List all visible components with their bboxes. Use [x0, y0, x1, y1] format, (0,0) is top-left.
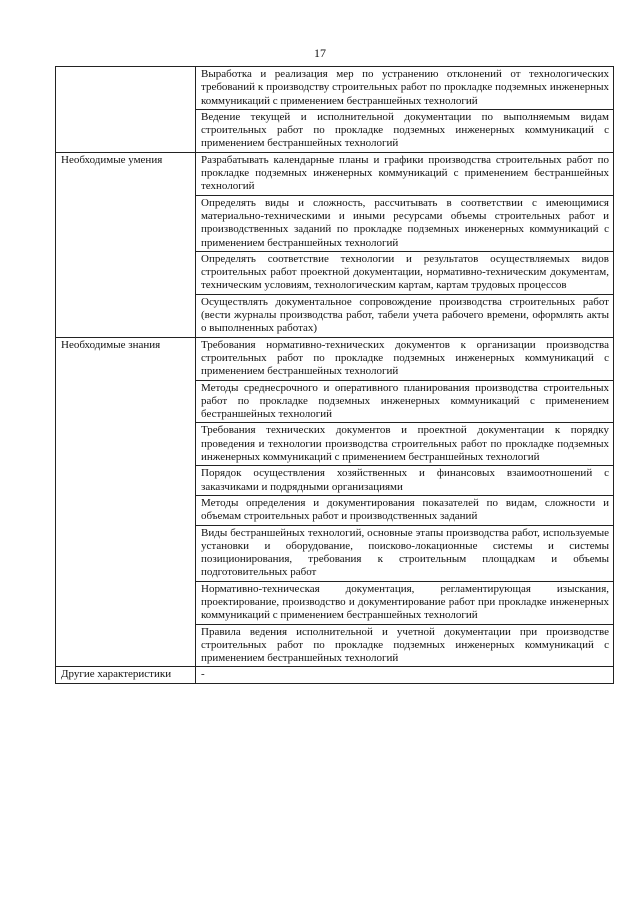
row-text: Методы среднесрочного и оперативного планирования производства строительных работ по прокладке подземных инженерных коммуникаций с применением бестраншейных технологий: [196, 380, 614, 423]
row-label-other: Другие характеристики: [61, 668, 172, 681]
row-text: Ведение текущей и исполнительной документации по выполняемым видам строительных работ по прокладке подземных инженерных коммуникаций с применением бестраншейных технологий: [196, 109, 614, 152]
row-label-cell: [56, 667, 196, 683]
row-text: Определять соответствие технологии и результатов осуществляемых видов строительных работ проектной документации, нормативно-техническим документам, техническим условиям, технологическим картам, картам трудовых процессов: [196, 251, 614, 294]
row-label-skills: Необходимые умения: [61, 153, 163, 166]
table-row: [56, 667, 614, 683]
row-text: Требования нормативно-технических документов к организации производства строительных работ по прокладке подземных инженерных коммуникаций с применением бестраншейных технологий: [196, 337, 614, 380]
table-row: [56, 337, 614, 380]
table-row: [56, 67, 614, 110]
row-text: -: [196, 667, 614, 683]
row-text: Нормативно-техническая документация, регламентирующая изыскания, проектирование, производство и документирование работ при прокладке инженерных коммуникаций с применением бестраншейных технологий: [196, 581, 614, 624]
row-text: Порядок осуществления хозяйственных и финансовых взаимоотношений с заказчиками и подрядными организациями: [196, 466, 614, 496]
row-label-cell: [56, 67, 196, 153]
page-number: 17: [314, 46, 326, 60]
row-text: Осуществлять документальное сопровождение производства строительных работ (вести журналы производства работ, табели учета рабочего времени, оформлять акты о выполненных работах): [196, 294, 614, 337]
row-label-cell: [56, 152, 196, 337]
table-row: [56, 152, 614, 195]
row-text: Правила ведения исполнительной и учетной документации при производстве строительных работ по прокладке подземных инженерных коммуникаций с применением бестраншейных технологий: [196, 624, 614, 667]
row-text: Методы определения и документирования показателей по видам, сложности и объемам строительных работ и производственных заданий: [196, 495, 614, 525]
row-text: Разрабатывать календарные планы и графики производства строительных работ по прокладке подземных инженерных коммуникаций с применением бестраншейных технологий: [196, 152, 614, 195]
row-text: Требования технических документов и проектной документации к порядку проведения и технологии производства строительных работ по прокладке подземных инженерных коммуникаций с применением бестраншейных технологий: [196, 423, 614, 466]
qualification-table: [55, 66, 614, 684]
row-text: Выработка и реализация мер по устранению отклонений от технологических требований к производству строительных работ по прокладке подземных инженерных коммуникаций с применением бестраншейных технологий: [196, 67, 614, 110]
row-text: Виды бестраншейных технологий, основные этапы производства работ, используемые установки и оборудование, поисково-локационные системы и системы позиционирования, требования к строительным площадкам и объемы подготовительных работ: [196, 525, 614, 581]
row-label-knowledge: Необходимые знания: [61, 338, 161, 351]
row-text: Определять виды и сложность, рассчитывать в соответствии с имеющимися материально-техническими и иными ресурсами объемы строительных работ и производственных заданий по прокладке подземных инженерных коммуникаций с применением бестраншейных технологий: [196, 195, 614, 251]
row-label-cell: [56, 337, 196, 667]
